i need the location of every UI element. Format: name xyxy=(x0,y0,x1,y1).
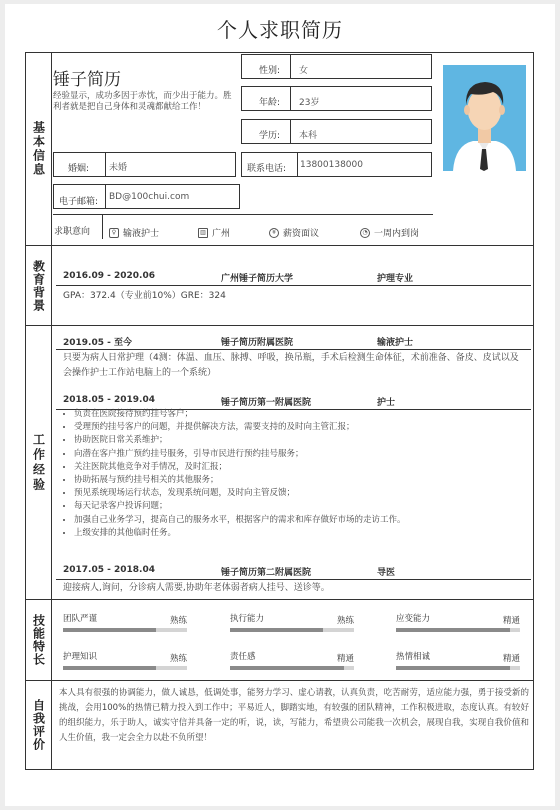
intent-availability xyxy=(360,226,419,239)
section-label-text: 技能特长 xyxy=(31,614,46,666)
building-icon: ▥ xyxy=(198,228,208,238)
age-value: 23岁 xyxy=(299,98,320,108)
skill-name: 应变能力 xyxy=(396,614,431,624)
duty-item: • 加强自己业务学习，提高自己的服务水平，根据客户的需求和库存做好市场的走访工作。 xyxy=(74,514,523,527)
section-label-text: 教育背景 xyxy=(31,259,46,312)
work-3-role: 导医 xyxy=(377,568,396,578)
field-marital xyxy=(53,152,236,177)
skill-bar xyxy=(230,628,354,632)
field-divider xyxy=(105,185,106,208)
self-evaluation-text: 本人具有很强的协调能力，做人诚恳，低调处事，能努力学习、虚心请教，认真负责，吃苦耐劳，适应能力强，勇于接受新的挑战，会用100%的热情已精力投入到工作中；平易近人，脚踏实地，有较强的团队精神，工作积极进取，态度认真。有较好的组织能力，乐于助人，诚实守信并具备一定的听，说，读，写能力，希望贵公司能我一次机会，展现自我，实现自我价值和人生价值，我一定会全力以赴不负所望！ xyxy=(59,688,529,743)
skill-name: 执行能力 xyxy=(230,614,265,624)
divider xyxy=(26,245,533,246)
marital-value: 未婚 xyxy=(109,163,128,173)
section-label-education xyxy=(26,246,51,325)
salary-icon: ¥ xyxy=(269,228,279,238)
field-divider xyxy=(102,215,103,239)
intent-city xyxy=(198,226,230,239)
work-2-duties xyxy=(63,408,523,540)
divider xyxy=(26,599,533,600)
skill-bar-fill xyxy=(63,628,156,632)
section-label-text: 自我评价 xyxy=(31,699,46,751)
skill-bar-fill xyxy=(396,666,510,670)
avatar-illustration xyxy=(443,65,526,171)
profile-photo xyxy=(443,65,526,171)
email-label: 电子邮箱: xyxy=(59,197,99,207)
email-value: BD@100chui.com xyxy=(109,192,190,202)
section-label-text: 工作经验 xyxy=(31,432,46,493)
divider xyxy=(26,325,533,326)
duty-item: • 关注医院其他竞争对手情况，及时汇报； xyxy=(74,461,523,474)
skill-bar-fill xyxy=(230,628,323,632)
education-date: 2016.09 - 2020.06 xyxy=(63,271,155,281)
divider xyxy=(26,680,533,681)
work-1-company: 锤子简历附属医院 xyxy=(221,338,294,348)
section-label-skills xyxy=(26,600,51,680)
phone-label: 联系电话: xyxy=(247,164,287,174)
duty-item: • 每天记录客户投诉问题； xyxy=(74,500,523,513)
page-title: 个人求职简历 xyxy=(217,18,343,42)
skill-bar-fill xyxy=(396,628,510,632)
field-gender xyxy=(241,54,432,79)
field-age xyxy=(241,86,432,111)
skill-name: 热情相诚 xyxy=(396,652,431,662)
skill-bar-fill xyxy=(230,666,344,670)
education-major: 护理专业 xyxy=(377,274,414,284)
field-education xyxy=(241,119,432,144)
candidate-motto: 经验显示，成功多因于赤忱，而少出于能力。胜利者就是把自己身体和灵魂都献给工作！ xyxy=(53,91,232,112)
skill-name: 护理知识 xyxy=(63,652,98,662)
age-label: 年龄: xyxy=(259,98,281,108)
clock-icon: ◔ xyxy=(360,228,370,238)
field-divider xyxy=(290,55,291,78)
skill-bar xyxy=(63,666,187,670)
duty-item: • 向潜在客户推广预约挂号服务，引导市民进行预约挂号服务； xyxy=(74,448,523,461)
skill-name: 责任感 xyxy=(230,652,256,662)
section-label-work xyxy=(26,326,51,599)
field-divider xyxy=(290,120,291,143)
section-label-basic xyxy=(26,53,51,245)
field-phone xyxy=(241,152,432,177)
education-underline xyxy=(56,285,531,286)
work-3-date: 2017.05 - 2018.04 xyxy=(63,565,155,575)
education-detail: GPA：372.4（专业前10%）GRE：324 xyxy=(63,291,226,301)
sidebar-divider xyxy=(51,53,52,769)
work-2-date: 2018.05 - 2019.04 xyxy=(63,395,155,405)
nurse-icon: ♀ xyxy=(109,228,119,238)
work-1-description: 只要为病人日常护理（4测：体温、血压、脉搏、呼吸，换吊瓶，手术后检测生命体征，术前准备、备皮、皮试以及会操作护士工作站电脑上的一个系统） xyxy=(63,353,519,378)
phone-value: 13800138000 xyxy=(300,160,363,170)
duty-item: • 上级安排的其他临时任务。 xyxy=(74,527,523,540)
duty-item: • 协助拓展与预约挂号相关的其他服务； xyxy=(74,474,523,487)
skill-level: 熟练 xyxy=(336,616,354,626)
intent-position xyxy=(109,226,159,239)
intent-city-text: 广州 xyxy=(212,229,231,239)
work-2-role: 护士 xyxy=(377,398,396,408)
work-1-date: 2019.05 - 至今 xyxy=(63,338,132,348)
intent-availability-text: 一周内到岗 xyxy=(374,229,420,239)
duty-item: • 受理预约挂号客户的问题，并提供解决方法，需要支持的及时向主管汇报； xyxy=(74,421,523,434)
skill-bar xyxy=(230,666,354,670)
marital-label: 婚姻: xyxy=(68,164,90,174)
field-email xyxy=(53,184,240,209)
intent-salary xyxy=(269,226,319,239)
candidate-name: 锤子简历 xyxy=(53,70,121,90)
skill-bar xyxy=(396,628,520,632)
work-1-underline xyxy=(56,349,531,350)
section-label-text: 基本信息 xyxy=(31,121,46,177)
work-3-description: 迎接病人,询问，分诊病人需要,协助年老体弱者病人挂号、送诊等。 xyxy=(63,583,330,593)
duty-item: • 预见系统现场运行状态，发现系统问题，及时向主管反馈； xyxy=(74,487,523,500)
skill-level: 熟练 xyxy=(169,654,187,664)
skill-level: 精通 xyxy=(502,616,520,626)
work-2-company: 锤子简历第一附属医院 xyxy=(221,398,312,408)
work-1-role: 输液护士 xyxy=(377,338,414,348)
skill-name: 团队严谨 xyxy=(63,614,98,624)
education-school: 广州锤子简历大学 xyxy=(221,274,294,284)
skill-level: 精通 xyxy=(502,654,520,664)
duty-item: • 协助医院日常关系维护； xyxy=(74,434,523,447)
work-3-underline xyxy=(56,579,531,580)
intent-label: 求职意向 xyxy=(54,227,91,237)
field-divider xyxy=(297,153,298,176)
intent-salary-text: 薪资面议 xyxy=(283,229,320,239)
duty-item: • 负责在医院接待预约挂号客户； xyxy=(74,408,523,421)
work-3-company: 锤子简历第二附属医院 xyxy=(221,568,312,578)
education-label: 学历: xyxy=(259,131,281,141)
education-value: 本科 xyxy=(299,131,318,141)
resume-frame xyxy=(25,52,534,770)
skill-level: 精通 xyxy=(336,654,354,664)
intent-position-text: 输液护士 xyxy=(123,229,160,239)
section-label-evaluation xyxy=(26,681,51,769)
skill-bar-fill xyxy=(63,666,156,670)
skill-level: 熟练 xyxy=(169,616,187,626)
skill-bar xyxy=(63,628,187,632)
field-divider xyxy=(290,87,291,110)
field-divider xyxy=(105,153,106,176)
skill-bar xyxy=(396,666,520,670)
gender-value: 女 xyxy=(299,66,309,76)
gender-label: 性别: xyxy=(259,66,281,76)
